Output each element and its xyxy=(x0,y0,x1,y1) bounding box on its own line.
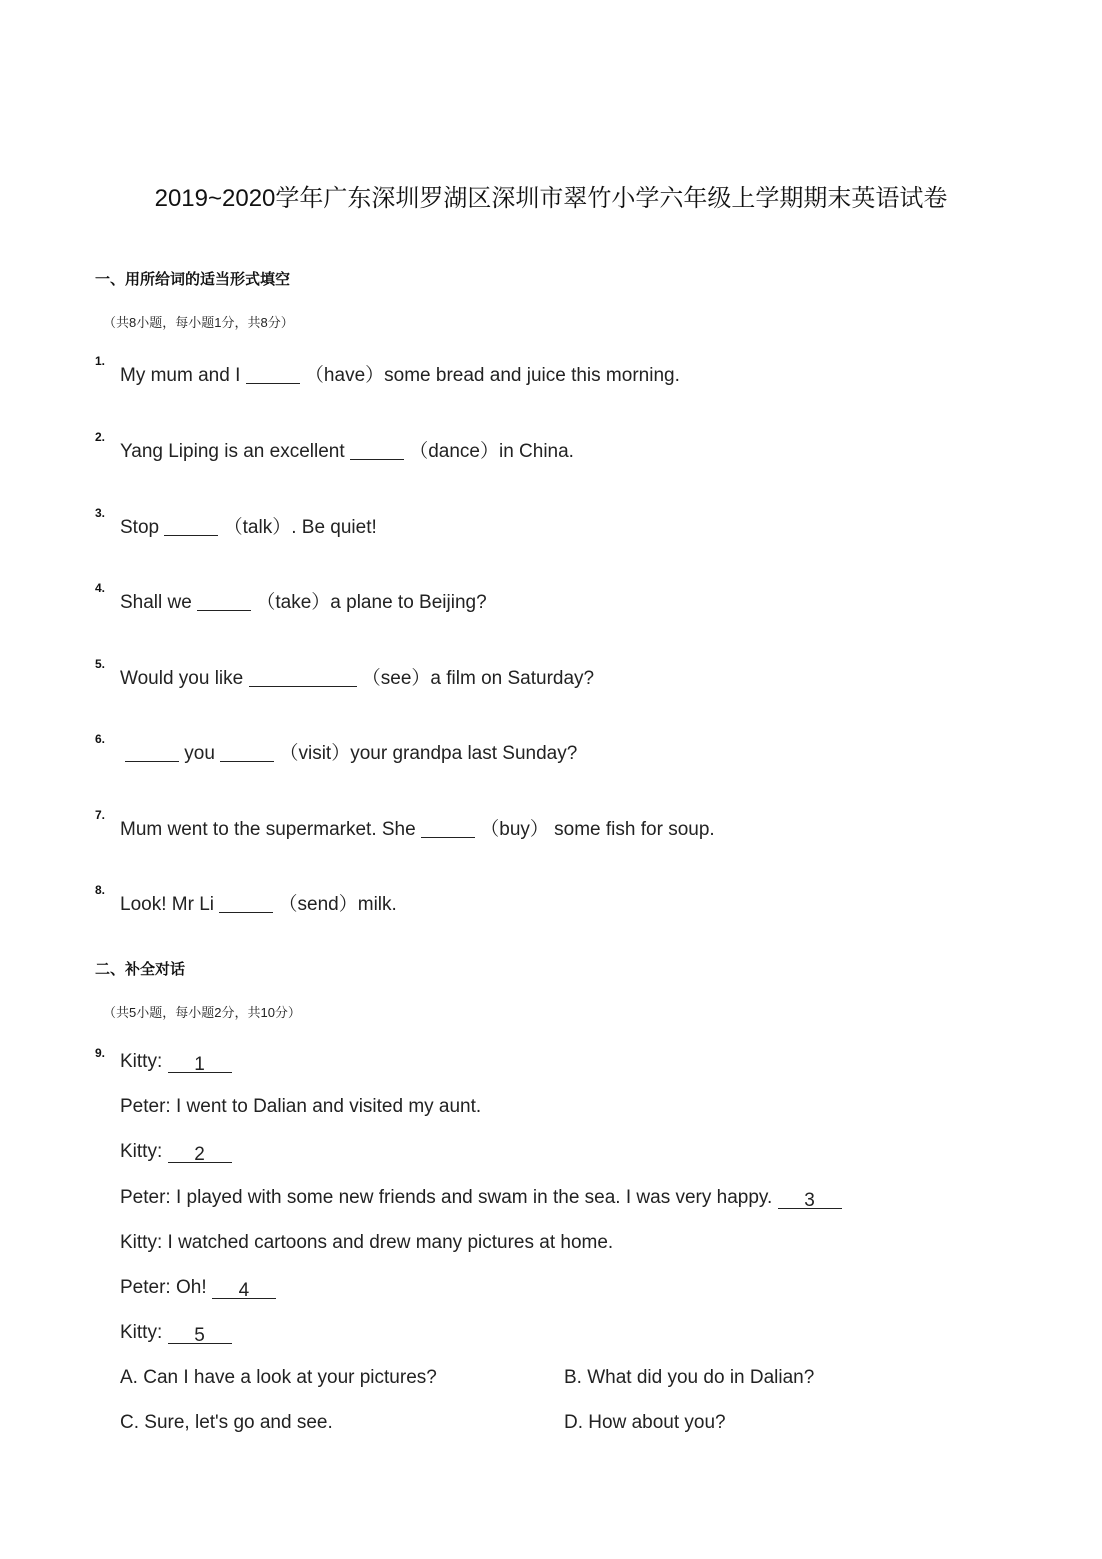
question-text: Would you like （see）a film on Saturday? xyxy=(120,668,595,689)
question-6 xyxy=(95,732,1055,768)
question-8 xyxy=(95,883,1055,919)
option-d: D. How about you? xyxy=(564,1412,726,1433)
question-text: Mum went to the supermarket. She （buy） some fish for soup. xyxy=(120,819,715,840)
option-a: A. Can I have a look at your pictures? xyxy=(120,1367,437,1388)
dialogue-line-7: Kitty: 5 xyxy=(120,1322,232,1344)
question-number: 9. xyxy=(95,1046,106,1060)
question-number: 6. xyxy=(95,732,106,746)
answer-blank[interactable]: 3 xyxy=(778,1190,842,1209)
question-number: 8. xyxy=(95,883,106,897)
question-number: 1. xyxy=(95,354,106,368)
question-1 xyxy=(95,354,1055,390)
dialogue-line-3: Kitty: 2 xyxy=(120,1141,232,1163)
answer-blank[interactable] xyxy=(350,441,404,460)
question-number: 4. xyxy=(95,581,106,595)
question-text: Stop （talk）. Be quiet! xyxy=(120,517,377,538)
section2-note: （共5小题，每小题2分，共10分） xyxy=(103,1005,301,1020)
dialogue-line-5: Kitty: I watched cartoons and drew many pictures at home. xyxy=(120,1232,614,1253)
question-7 xyxy=(95,808,1055,844)
question-text: Look! Mr Li （send）milk. xyxy=(120,894,397,915)
answer-blank[interactable]: 4 xyxy=(212,1280,276,1299)
section1-heading: 一、用所给词的适当形式填空 xyxy=(95,271,291,288)
answer-blank[interactable]: 1 xyxy=(168,1054,232,1073)
page-title: 2019~2020学年广东深圳罗湖区深圳市翠竹小学六年级上学期期末英语试卷 xyxy=(154,185,948,212)
question-text: My mum and I （have）some bread and juice this morning. xyxy=(120,365,680,386)
answer-blank[interactable] xyxy=(249,668,357,687)
dialogue-line-4: Peter: I played with some new friends and swam in the sea. I was very happy. 3 xyxy=(120,1187,842,1209)
dialogue-line-2: Peter: I went to Dalian and visited my aunt. xyxy=(120,1096,482,1117)
question-number: 2. xyxy=(95,430,106,444)
question-number: 7. xyxy=(95,808,106,822)
question-text: you （visit）your grandpa last Sunday? xyxy=(120,738,577,765)
answer-blank[interactable] xyxy=(219,894,273,913)
section1-note: （共8小题，每小题1分，共8分） xyxy=(103,315,294,330)
question-5 xyxy=(95,657,1055,693)
question-number: 3. xyxy=(95,506,106,520)
question-3 xyxy=(95,506,1055,542)
answer-blank[interactable] xyxy=(220,743,274,762)
answer-blank[interactable] xyxy=(125,743,179,762)
answer-blank[interactable]: 2 xyxy=(168,1144,232,1163)
question-text: Yang Liping is an excellent （dance）in China. xyxy=(120,441,574,462)
question-4 xyxy=(95,581,1055,617)
question-2 xyxy=(95,430,1055,466)
answer-blank[interactable] xyxy=(197,592,251,611)
option-c: C. Sure, let's go and see. xyxy=(120,1412,333,1433)
dialogue-line-1: Kitty: 1 xyxy=(120,1051,232,1073)
answer-blank[interactable] xyxy=(421,819,475,838)
question-text: Shall we （take）a plane to Beijing? xyxy=(120,592,487,613)
section2-heading: 二、补全对话 xyxy=(95,961,186,978)
answer-blank[interactable] xyxy=(164,517,218,536)
answer-blank[interactable] xyxy=(246,365,300,384)
dialogue-line-6: Peter: Oh! 4 xyxy=(120,1277,276,1299)
option-b: B. What did you do in Dalian? xyxy=(564,1367,815,1388)
answer-blank[interactable]: 5 xyxy=(168,1325,232,1344)
question-number: 5. xyxy=(95,657,106,671)
